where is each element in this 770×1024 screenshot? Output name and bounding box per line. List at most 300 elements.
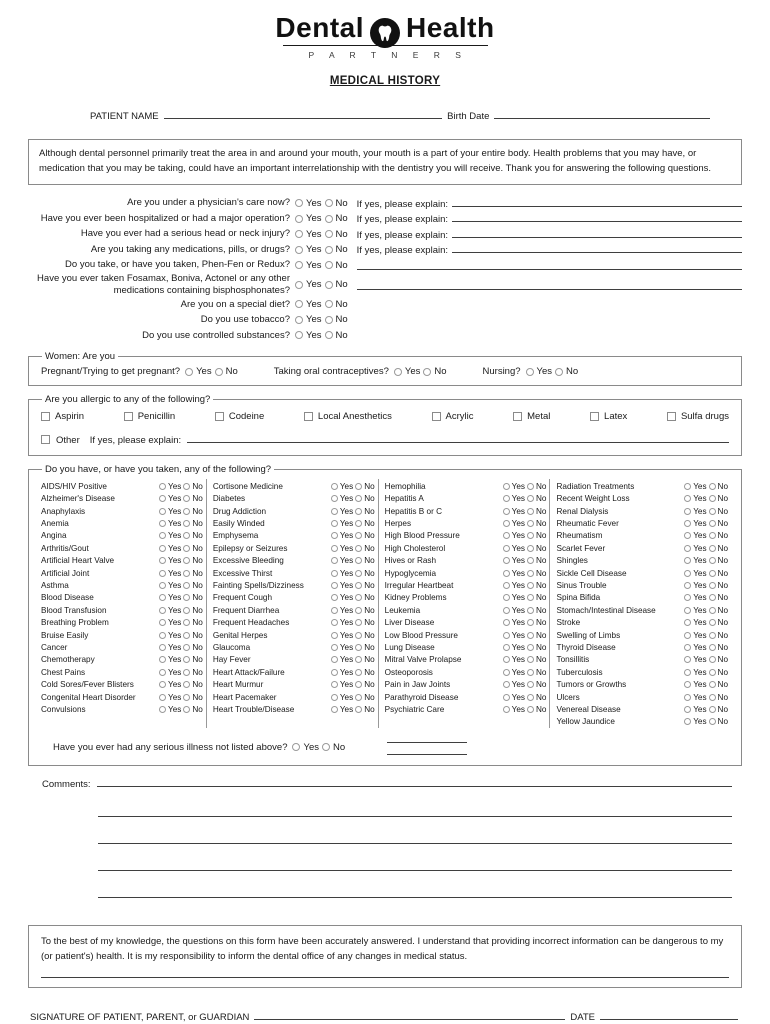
yes-radio[interactable] xyxy=(159,681,166,688)
condition-row xyxy=(213,480,375,492)
yes-radio[interactable] xyxy=(159,532,166,539)
patient-name-input-line[interactable] xyxy=(164,109,443,119)
yes-radio[interactable] xyxy=(159,694,166,701)
yes-label: Yes xyxy=(511,581,526,590)
yes-no-group xyxy=(159,494,203,503)
yes-radio[interactable] xyxy=(503,582,510,589)
no-radio[interactable] xyxy=(355,520,362,527)
date-input-line[interactable] xyxy=(600,1010,738,1020)
no-radio[interactable] xyxy=(355,508,362,515)
no-radio[interactable] xyxy=(183,594,190,601)
no-label: No xyxy=(192,618,203,628)
yes-radio[interactable] xyxy=(503,532,510,539)
yes-radio[interactable] xyxy=(159,545,166,552)
yes-label: Yes xyxy=(306,329,322,341)
allergy-label: Penicillin xyxy=(137,411,176,423)
allergy-item xyxy=(304,411,392,422)
no-radio[interactable] xyxy=(527,483,534,490)
yes-radio[interactable] xyxy=(331,557,338,564)
yes-label: Yes xyxy=(168,618,182,628)
condition-label: Chemotherapy xyxy=(41,655,95,665)
yes-radio[interactable] xyxy=(331,570,338,577)
no-radio[interactable] xyxy=(325,300,333,308)
yes-radio[interactable] xyxy=(295,246,303,254)
no-radio[interactable] xyxy=(709,632,716,639)
page-title: MEDICAL HISTORY xyxy=(329,75,441,87)
yes-radio[interactable] xyxy=(295,300,303,308)
no-radio[interactable] xyxy=(355,694,362,701)
yes-radio[interactable] xyxy=(295,261,303,269)
no-label: No xyxy=(364,642,375,652)
yes-no-group xyxy=(331,556,375,565)
no-radio[interactable] xyxy=(183,694,190,701)
no-label: No xyxy=(717,581,729,590)
no-radio[interactable] xyxy=(527,594,534,601)
yes-radio[interactable] xyxy=(292,743,300,751)
condition-label: Artificial Joint xyxy=(41,568,90,578)
yes-radio[interactable] xyxy=(684,545,691,552)
no-label: No xyxy=(192,543,203,553)
no-radio[interactable] xyxy=(355,669,362,676)
no-radio[interactable] xyxy=(527,557,534,564)
yes-radio[interactable] xyxy=(526,368,534,376)
condition-label: Pain in Jaw Joints xyxy=(384,680,451,690)
no-radio[interactable] xyxy=(355,557,362,564)
other-label: Other xyxy=(56,435,80,447)
yes-radio[interactable] xyxy=(331,582,338,589)
no-radio[interactable] xyxy=(709,520,716,527)
yes-radio[interactable] xyxy=(295,230,303,238)
yes-radio[interactable] xyxy=(331,508,338,515)
no-label: No xyxy=(364,655,375,665)
yes-radio[interactable] xyxy=(159,508,166,515)
no-radio[interactable] xyxy=(709,669,716,676)
no-radio[interactable] xyxy=(709,656,716,663)
explain-label: If yes, please explain: xyxy=(356,214,449,226)
no-radio[interactable] xyxy=(709,706,716,713)
yes-no-group xyxy=(295,260,348,271)
yes-radio[interactable] xyxy=(185,368,193,376)
condition-row xyxy=(213,629,375,641)
yes-radio[interactable] xyxy=(503,557,510,564)
condition-row xyxy=(385,555,547,567)
no-radio[interactable] xyxy=(183,607,190,614)
no-radio[interactable] xyxy=(183,669,190,676)
yes-radio[interactable] xyxy=(159,483,166,490)
yes-radio[interactable] xyxy=(503,656,510,663)
no-label: No xyxy=(717,717,729,727)
condition-row xyxy=(385,567,547,579)
yes-radio[interactable] xyxy=(295,331,303,339)
yes-no-group xyxy=(503,556,547,565)
no-radio[interactable] xyxy=(322,743,330,751)
no-radio[interactable] xyxy=(325,230,333,238)
condition-label: Low Blood Pressure xyxy=(384,630,458,640)
comments-input-line[interactable] xyxy=(97,777,732,787)
yes-radio[interactable] xyxy=(331,681,338,688)
yes-radio[interactable] xyxy=(503,483,510,490)
no-radio[interactable] xyxy=(183,495,190,502)
yes-radio[interactable] xyxy=(159,669,166,676)
no-label: No xyxy=(335,244,348,256)
yes-radio[interactable] xyxy=(331,706,338,713)
yes-radio[interactable] xyxy=(503,669,510,676)
no-radio[interactable] xyxy=(709,557,716,564)
yes-radio[interactable] xyxy=(503,508,510,515)
yes-no-group xyxy=(684,631,728,640)
condition-row xyxy=(41,678,203,690)
signature-input-line[interactable] xyxy=(254,1010,565,1020)
yes-radio[interactable] xyxy=(503,594,510,601)
no-radio[interactable] xyxy=(527,656,534,663)
write-in-line[interactable] xyxy=(387,743,467,755)
yes-radio[interactable] xyxy=(503,706,510,713)
no-radio[interactable] xyxy=(325,261,333,269)
yes-radio[interactable] xyxy=(331,520,338,527)
yes-no-group xyxy=(331,668,375,677)
yes-radio[interactable] xyxy=(295,281,303,289)
no-radio[interactable] xyxy=(325,199,333,207)
no-label: No xyxy=(192,680,203,690)
acknowledgement-divider xyxy=(41,977,729,978)
comments-input-line[interactable] xyxy=(98,790,732,817)
yes-radio[interactable] xyxy=(684,644,691,651)
no-radio[interactable] xyxy=(183,557,190,564)
allergy-item xyxy=(513,411,550,422)
question-row xyxy=(28,297,742,313)
no-label: No xyxy=(717,519,729,529)
no-label: No xyxy=(717,630,729,640)
no-radio[interactable] xyxy=(355,607,362,614)
no-radio[interactable] xyxy=(183,520,190,527)
no-label: No xyxy=(536,581,547,590)
yes-radio[interactable] xyxy=(331,644,338,651)
no-label: No xyxy=(192,655,203,665)
allergy-checkbox[interactable] xyxy=(590,412,599,421)
no-radio[interactable] xyxy=(527,706,534,713)
yes-radio[interactable] xyxy=(331,694,338,701)
allergy-checkbox[interactable] xyxy=(513,412,522,421)
no-radio[interactable] xyxy=(325,331,333,339)
women-question-label: Nursing? xyxy=(482,366,521,378)
yes-no-group xyxy=(503,643,547,652)
no-radio[interactable] xyxy=(183,644,190,651)
condition-row xyxy=(41,703,203,715)
yes-radio[interactable] xyxy=(159,656,166,663)
no-radio[interactable] xyxy=(709,483,716,490)
yes-no-group xyxy=(159,631,203,640)
yes-radio[interactable] xyxy=(503,570,510,577)
yes-radio[interactable] xyxy=(394,368,402,376)
no-radio[interactable] xyxy=(355,656,362,663)
patient-info-row xyxy=(90,109,710,122)
yes-radio[interactable] xyxy=(684,508,691,515)
yes-no-group xyxy=(331,507,375,516)
yes-radio[interactable] xyxy=(684,557,691,564)
no-radio[interactable] xyxy=(709,570,716,577)
no-radio[interactable] xyxy=(355,570,362,577)
no-radio[interactable] xyxy=(709,508,716,515)
no-radio[interactable] xyxy=(183,706,190,713)
yes-radio[interactable] xyxy=(684,718,691,725)
allergy-checkbox[interactable] xyxy=(304,412,313,421)
condition-row xyxy=(41,592,203,604)
no-radio[interactable] xyxy=(355,681,362,688)
yes-radio[interactable] xyxy=(159,520,166,527)
other-checkbox[interactable] xyxy=(41,435,50,444)
question-row xyxy=(28,257,742,273)
no-radio[interactable] xyxy=(355,545,362,552)
no-radio[interactable] xyxy=(355,644,362,651)
yes-radio[interactable] xyxy=(503,495,510,502)
yes-radio[interactable] xyxy=(503,694,510,701)
yes-radio[interactable] xyxy=(295,316,303,324)
no-radio[interactable] xyxy=(527,570,534,577)
yes-no-group xyxy=(331,544,375,553)
no-label: No xyxy=(192,593,203,603)
no-radio[interactable] xyxy=(325,215,333,223)
no-radio[interactable] xyxy=(709,644,716,651)
conditions-column xyxy=(39,479,206,728)
yes-radio[interactable] xyxy=(684,619,691,626)
no-radio[interactable] xyxy=(355,582,362,589)
yes-radio[interactable] xyxy=(684,656,691,663)
no-radio[interactable] xyxy=(183,570,190,577)
yes-radio[interactable] xyxy=(503,619,510,626)
women-question xyxy=(483,366,579,377)
yes-label: Yes xyxy=(693,655,707,665)
yes-radio[interactable] xyxy=(684,532,691,539)
no-radio[interactable] xyxy=(183,532,190,539)
no-radio[interactable] xyxy=(325,316,333,324)
no-radio[interactable] xyxy=(527,619,534,626)
yes-label: Yes xyxy=(693,704,707,714)
yes-no-group xyxy=(331,618,375,627)
yes-radio[interactable] xyxy=(295,215,303,223)
condition-label: Tumors or Growths xyxy=(556,680,627,690)
yes-no-group xyxy=(295,213,348,224)
no-radio[interactable] xyxy=(527,582,534,589)
no-radio[interactable] xyxy=(423,368,431,376)
question-row xyxy=(28,226,742,242)
yes-label: Yes xyxy=(339,642,354,652)
yes-radio[interactable] xyxy=(331,532,338,539)
allergy-checkbox[interactable] xyxy=(432,412,441,421)
no-label: No xyxy=(192,519,203,529)
no-radio[interactable] xyxy=(527,694,534,701)
yes-radio[interactable] xyxy=(331,632,338,639)
yes-radio[interactable] xyxy=(331,619,338,626)
no-label: No xyxy=(192,692,203,702)
no-radio[interactable] xyxy=(355,594,362,601)
yes-radio[interactable] xyxy=(331,594,338,601)
explain-input-line[interactable] xyxy=(452,228,742,238)
yes-radio[interactable] xyxy=(503,632,510,639)
yes-radio[interactable] xyxy=(684,483,691,490)
no-radio[interactable] xyxy=(527,669,534,676)
no-radio[interactable] xyxy=(183,619,190,626)
explain-input-line[interactable] xyxy=(452,212,742,222)
yes-radio[interactable] xyxy=(331,607,338,614)
yes-radio[interactable] xyxy=(159,607,166,614)
yes-radio[interactable] xyxy=(159,706,166,713)
no-radio[interactable] xyxy=(709,545,716,552)
yes-no-group xyxy=(159,482,203,491)
condition-row xyxy=(556,703,728,715)
allergy-checkbox[interactable] xyxy=(41,412,50,421)
yes-radio[interactable] xyxy=(503,545,510,552)
no-radio[interactable] xyxy=(183,582,190,589)
yes-radio[interactable] xyxy=(684,594,691,601)
allergy-checkbox[interactable] xyxy=(215,412,224,421)
allergy-checkbox[interactable] xyxy=(124,412,133,421)
no-radio[interactable] xyxy=(527,632,534,639)
yes-no-group xyxy=(331,631,375,640)
condition-label: Tuberculosis xyxy=(556,667,603,677)
yes-radio[interactable] xyxy=(159,570,166,577)
explain-input-line[interactable] xyxy=(357,260,742,270)
yes-radio[interactable] xyxy=(331,545,338,552)
yes-radio[interactable] xyxy=(331,483,338,490)
no-label: No xyxy=(364,568,375,578)
no-radio[interactable] xyxy=(183,508,190,515)
allergy-item xyxy=(41,411,84,422)
yes-radio[interactable] xyxy=(159,582,166,589)
no-radio[interactable] xyxy=(355,706,362,713)
condition-label: Frequent Diarrhea xyxy=(212,605,280,615)
no-label: No xyxy=(335,298,348,310)
no-radio[interactable] xyxy=(325,281,333,289)
yes-radio[interactable] xyxy=(684,706,691,713)
conditions-section xyxy=(28,464,742,766)
yes-radio[interactable] xyxy=(159,557,166,564)
yes-radio[interactable] xyxy=(331,656,338,663)
no-radio[interactable] xyxy=(325,246,333,254)
no-radio[interactable] xyxy=(709,594,716,601)
yes-no-group xyxy=(159,655,203,664)
no-radio[interactable] xyxy=(215,368,223,376)
no-radio[interactable] xyxy=(183,545,190,552)
yes-radio[interactable] xyxy=(684,520,691,527)
yes-radio[interactable] xyxy=(159,632,166,639)
no-radio[interactable] xyxy=(527,545,534,552)
other-explain-input-line[interactable] xyxy=(187,433,729,443)
no-radio[interactable] xyxy=(183,681,190,688)
no-radio[interactable] xyxy=(527,681,534,688)
yes-radio[interactable] xyxy=(159,495,166,502)
no-radio[interactable] xyxy=(527,520,534,527)
yes-no-group xyxy=(503,668,547,677)
condition-row xyxy=(385,480,547,492)
no-radio[interactable] xyxy=(355,495,362,502)
birth-date-input-line[interactable] xyxy=(494,109,710,119)
no-radio[interactable] xyxy=(355,619,362,626)
yes-radio[interactable] xyxy=(684,681,691,688)
no-radio[interactable] xyxy=(527,495,534,502)
condition-label: Heart Murmur xyxy=(212,680,264,690)
comments-input-line[interactable] xyxy=(98,817,732,844)
allergy-checkbox[interactable] xyxy=(667,412,676,421)
yes-radio[interactable] xyxy=(503,644,510,651)
no-radio[interactable] xyxy=(527,644,534,651)
yes-radio[interactable] xyxy=(295,199,303,207)
yes-no-group xyxy=(331,581,375,590)
no-radio[interactable] xyxy=(183,656,190,663)
yes-radio[interactable] xyxy=(159,644,166,651)
no-radio[interactable] xyxy=(709,681,716,688)
condition-label: Angina xyxy=(41,531,67,541)
condition-label: Fainting Spells/Dizziness xyxy=(212,581,304,590)
no-radio[interactable] xyxy=(709,582,716,589)
yes-radio[interactable] xyxy=(503,607,510,614)
yes-radio[interactable] xyxy=(684,669,691,676)
no-radio[interactable] xyxy=(527,532,534,539)
yes-no-group xyxy=(159,643,203,652)
yes-radio[interactable] xyxy=(503,681,510,688)
no-label: No xyxy=(717,704,729,714)
yes-radio[interactable] xyxy=(684,607,691,614)
yes-radio[interactable] xyxy=(684,632,691,639)
no-radio[interactable] xyxy=(709,607,716,614)
no-radio[interactable] xyxy=(527,607,534,614)
yes-radio[interactable] xyxy=(503,520,510,527)
question-explain-area xyxy=(348,212,742,225)
no-radio[interactable] xyxy=(183,632,190,639)
yes-radio[interactable] xyxy=(331,495,338,502)
condition-label: Hepatitis B or C xyxy=(384,506,442,516)
yes-label: Yes xyxy=(339,692,354,702)
no-radio[interactable] xyxy=(527,508,534,515)
yes-radio[interactable] xyxy=(159,594,166,601)
allergy-label: Local Anesthetics xyxy=(317,411,392,423)
yes-label: Yes xyxy=(511,481,526,491)
explain-input-line[interactable] xyxy=(452,243,742,253)
yes-no-group xyxy=(159,581,203,590)
explain-input-line[interactable] xyxy=(452,197,742,207)
comments-input-line[interactable] xyxy=(98,871,732,898)
no-radio[interactable] xyxy=(709,694,716,701)
yes-radio[interactable] xyxy=(684,694,691,701)
yes-radio[interactable] xyxy=(159,619,166,626)
comments-input-line[interactable] xyxy=(98,844,732,871)
no-radio[interactable] xyxy=(355,632,362,639)
acknowledgement-box xyxy=(28,925,742,988)
yes-radio[interactable] xyxy=(331,669,338,676)
no-radio[interactable] xyxy=(709,532,716,539)
no-radio[interactable] xyxy=(709,619,716,626)
condition-row xyxy=(213,678,375,690)
no-radio[interactable] xyxy=(355,532,362,539)
condition-row xyxy=(213,641,375,653)
no-radio[interactable] xyxy=(555,368,563,376)
no-label: No xyxy=(717,605,729,615)
no-radio[interactable] xyxy=(183,483,190,490)
no-radio[interactable] xyxy=(709,495,716,502)
condition-row xyxy=(385,592,547,604)
yes-radio[interactable] xyxy=(684,495,691,502)
condition-label: Chest Pains xyxy=(41,667,86,677)
no-radio[interactable] xyxy=(355,483,362,490)
yes-no-group xyxy=(185,366,238,377)
no-label: No xyxy=(536,568,547,578)
allergy-section xyxy=(28,394,742,456)
no-radio[interactable] xyxy=(709,718,716,725)
yes-radio[interactable] xyxy=(684,582,691,589)
condition-row xyxy=(556,616,728,628)
yes-radio[interactable] xyxy=(684,570,691,577)
explain-input-line[interactable] xyxy=(357,280,742,290)
write-in-line[interactable] xyxy=(387,731,467,743)
